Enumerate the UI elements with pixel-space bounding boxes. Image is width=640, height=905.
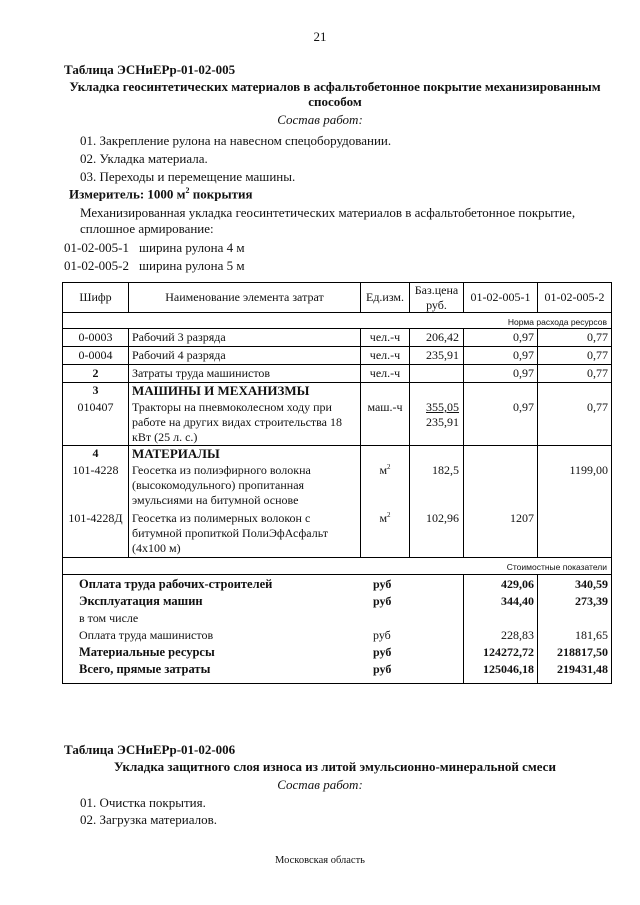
cost-name: в том числе	[79, 611, 139, 625]
operation-item: 01. Очистка покрытия.	[80, 795, 206, 810]
column-header: 01-02-005-1	[470, 290, 531, 304]
row-value: 0,77	[587, 348, 608, 362]
cost-value: 219431,48	[557, 662, 608, 676]
section-title: МАТЕРИАЛЫ	[132, 446, 220, 461]
row-value: 0,97	[513, 330, 534, 344]
row-code: 2	[92, 366, 99, 380]
row-value: 0,77	[587, 366, 608, 380]
row-unit: чел.-ч	[369, 366, 401, 380]
operation-item: 01. Закрепление рулона на навесном спецоборудовании.	[80, 133, 392, 148]
row-price: 355,05	[426, 400, 459, 414]
row-code: 101-4228Д	[68, 511, 123, 525]
row-price: 235,91	[426, 415, 459, 429]
cost-value: 218817,50	[557, 645, 608, 659]
cost-value: 340,59	[575, 577, 608, 591]
row-code: 0-0003	[78, 330, 113, 344]
operation-item: 03. Переходы и перемещение машины.	[80, 169, 296, 184]
operation-item: 02. Укладка материала.	[80, 151, 208, 166]
operation-item: 02. Загрузка материалов.	[80, 812, 217, 827]
row-name: Рабочий 4 разряда	[132, 348, 226, 362]
row-unit: чел.-ч	[369, 348, 401, 362]
row-code: 0-0004	[78, 348, 113, 362]
cost-unit: руб	[373, 645, 392, 659]
norm-label: Норма расхода ресурсов	[507, 317, 607, 327]
cost-unit: руб	[373, 628, 391, 642]
variant-item: 01-02-005-1 ширина рулона 4 м	[64, 240, 245, 255]
row-value: 1207	[510, 511, 534, 525]
cost-value: 125046,18	[483, 662, 534, 676]
cost-name: Оплата труда машинистов	[79, 628, 214, 642]
row-value: 0,97	[513, 348, 534, 362]
cost-name: Оплата труда рабочих-строителей	[79, 577, 273, 591]
row-unit: чел.-ч	[369, 330, 401, 344]
cost-label: Стоимостные показатели	[506, 562, 607, 572]
row-price: 102,96	[426, 511, 459, 525]
row-code: 101-4228	[72, 463, 119, 477]
cost-name: Эксплуатация машин	[79, 594, 203, 608]
table-heading: Укладка защитного слоя износа из литой эмульсионно-минеральной смеси	[114, 759, 556, 774]
row-price: 235,91	[426, 348, 459, 362]
variant-item: 01-02-005-2 ширина рулона 5 м	[64, 258, 245, 273]
row-value: 0,97	[513, 400, 534, 414]
cost-unit: руб	[373, 577, 392, 591]
table-title: Таблица ЭСНиЕРр-01-02-006	[64, 742, 236, 757]
cost-value: 344,40	[501, 594, 534, 608]
row-unit: маш.-ч	[367, 400, 403, 414]
row-price: 206,42	[426, 330, 459, 344]
column-header: 01-02-005-2	[544, 290, 605, 304]
cost-value: 228,83	[501, 628, 534, 642]
cost-value: 181,65	[575, 628, 608, 642]
cost-unit: руб	[373, 594, 392, 608]
page-number: 21	[313, 29, 327, 44]
cost-unit: руб	[373, 662, 392, 676]
row-value: 0,77	[587, 330, 608, 344]
resource-table	[62, 282, 612, 684]
composition-title: Состав работ:	[277, 777, 363, 792]
row-name: Рабочий 3 разряда	[132, 330, 226, 344]
heading-line: Укладка геосинтетических материалов в асфальтобетонное покрытие механизированным	[69, 79, 601, 94]
row-value: 0,97	[513, 366, 534, 380]
column-header: Наименование элемента затрат	[165, 290, 324, 304]
table-title: Таблица ЭСНиЕРр-01-02-005	[64, 62, 236, 77]
row-code: 010407	[77, 400, 114, 414]
composition-title: Состав работ:	[277, 112, 363, 127]
cost-value: 273,39	[575, 594, 608, 608]
page-footer: Московская область	[275, 855, 365, 866]
row-name: Затраты труда машинистов	[132, 366, 271, 380]
cost-value: 429,06	[501, 577, 534, 591]
description: Механизированная укладка геосинтетических материалов в асфальтобетонное покрытие, сплошное армирование:	[80, 205, 576, 236]
cost-value: 124272,72	[483, 645, 534, 659]
cost-name: Всего, прямые затраты	[79, 662, 211, 676]
section-title: МАШИНЫ И МЕХАНИЗМЫ	[132, 383, 310, 398]
row-name: Геосетка из полимерных волокон с битумной пропиткой ПолиЭфАсфальт (4х100 м)	[132, 511, 328, 555]
table-heading	[64, 79, 606, 109]
row-name: Геосетка из полиэфирного волокна (высокомодульного) пропитанная эмульсиями на битумной основе	[132, 463, 311, 507]
heading-line: способом	[308, 94, 362, 109]
row-unit: $м^2$	[379, 463, 391, 477]
column-header: Баз.цена руб.	[414, 283, 459, 312]
cost-name: Материальные ресурсы	[79, 645, 215, 659]
column-header: Ед.изм.	[365, 290, 405, 304]
measure-unit: Измеритель: 1000 $м^2$ покрытия	[69, 186, 253, 202]
section-number: 3	[92, 383, 99, 397]
column-header: Шифр	[79, 290, 112, 304]
section-number: 4	[92, 446, 99, 460]
row-price: 182,5	[432, 463, 459, 477]
row-name: Тракторы на пневмоколесном ходу при работе на других видах строительства 18 кВт (25 л. с.)	[132, 400, 342, 444]
row-value: 1199,00	[569, 463, 608, 477]
row-unit: $м^2$	[379, 511, 391, 525]
row-value: 0,77	[587, 400, 608, 414]
